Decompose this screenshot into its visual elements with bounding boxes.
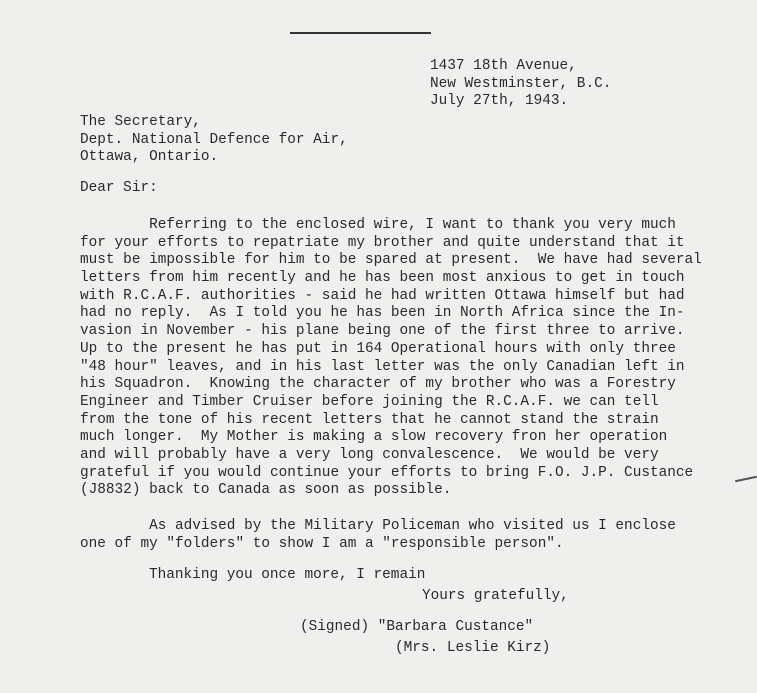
body-line: his Squadron. Knowing the character of my brother who was a Forestry: [80, 376, 676, 393]
recipient-address: [80, 114, 348, 167]
recipient-line: The Secretary,: [80, 114, 201, 130]
body-line: and will probably have a very long convalescence. We would be very: [80, 446, 659, 463]
body-line: Engineer and Timber Cruiser before joining the R.C.A.F. we can tell: [80, 393, 659, 410]
body-paragraph-1: [80, 217, 702, 500]
signature: (Signed) "Barbara Custance": [300, 619, 534, 635]
body-line: with R.C.A.F. authorities - said he had written Ottawa himself but had: [80, 287, 685, 304]
recipient-line: Dept. National Defence for Air,: [80, 131, 348, 148]
top-rule: [290, 32, 431, 34]
body-line: one of my "folders" to show I am a "responsible person".: [80, 535, 564, 552]
closing: Thanking you once more, I remain: [149, 567, 426, 583]
body-line: Referring to the enclosed wire, I want to thank you very much: [80, 217, 676, 233]
body-line: had no reply. As I told you he has been in North Africa since the In-: [80, 305, 685, 322]
address-line: 1437 18th Avenue,: [430, 58, 577, 74]
salutation: Dear Sir:: [80, 180, 158, 196]
body-line: vasion in November - his plane being one of the first three to arrive.: [80, 323, 685, 340]
body-line: from the tone of his recent letters that he cannot stand the strain: [80, 411, 659, 428]
address-line: New Westminster, B.C.: [430, 75, 612, 92]
address-line: July 27th, 1943.: [430, 93, 569, 110]
body-line: (J8832) back to Canada as soon as possible.: [80, 482, 452, 499]
body-line: must be impossible for him to be spared at present. We have had several: [80, 252, 702, 269]
signature-name: (Mrs. Leslie Kirz): [395, 640, 551, 656]
sender-address: [430, 58, 611, 111]
body-paragraph-2: [80, 518, 676, 553]
body-line: grateful if you would continue your efforts to bring F.O. J.P. Custance: [80, 464, 694, 481]
body-line: Up to the present he has put in 164 Operational hours with only three: [80, 340, 676, 357]
recipient-line: Ottawa, Ontario.: [80, 149, 219, 166]
body-line: As advised by the Military Policeman who visited us I enclose: [80, 518, 676, 534]
paper-tear: [735, 476, 757, 483]
body-line: much longer. My Mother is making a slow recovery fron her operation: [80, 429, 668, 446]
valediction: Yours gratefully,: [422, 588, 569, 604]
body-line: "48 hour" leaves, and in his last letter was the only Canadian left in: [80, 358, 685, 375]
body-line: letters from him recently and he has been most anxious to get in touch: [80, 270, 685, 287]
body-line: for your efforts to repatriate my brother and quite understand that it: [80, 234, 685, 251]
